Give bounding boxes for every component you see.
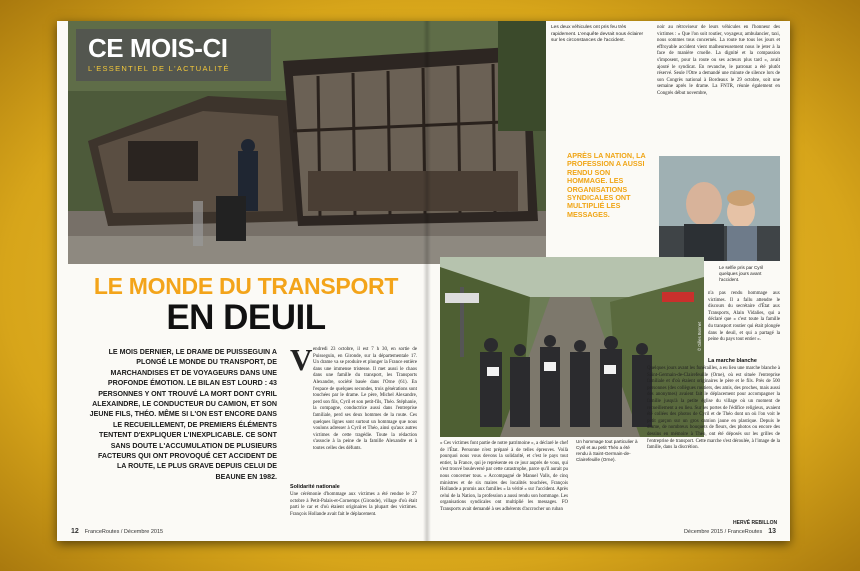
headline-line-1: LE MONDE DU TRANSPORT bbox=[93, 273, 399, 299]
pull-quote: APRÈS LA NATION, LA PROFESSION A AUSSI RENDU SON HOMMAGE. LES ORGANISATIONS SYNDICALES ONT MULTIPLIÉ LES MESSAGES. bbox=[567, 151, 646, 219]
article-column-1-intro: endredi 23 octobre, il est 7 h 30, en sortie de Puisseguin, en Gironde, sur la départementale 17. Un drame va se produire et plonger la France entière dans une immense tristesse. Il met aussi le chaos dans une famille du transport, les Transports Alexandre, société basée dans l'Orne (61). En l'espace de quelques secondes, trois générations sont touchées par le drame. Le père, Michel Alexandre, perd son fils, Cyril et son petit-fils, Théo. Stéphanie, la compagne, conductrice aussi dans l'entreprise familiale, perd ses deux hommes de la route. Ces quelques lignes sont surtout un hommage que nous voulons adresser à Cyril et Théo, ainsi qu'aux autres victimes de cette tragédie. Toute la rédaction s'associe à la peine de la famille Alexandre et à toutes celles des défunts. bbox=[313, 347, 417, 451]
section-banner-title: CE MOIS-CI bbox=[88, 33, 228, 63]
page-number-right: 13 bbox=[768, 528, 776, 535]
footer-right bbox=[684, 528, 776, 535]
page-number-left: 12 bbox=[71, 528, 79, 535]
subhead-marche-blanche: La marche blanche bbox=[708, 358, 757, 364]
subhead-solidarite: Solidarité nationale bbox=[290, 484, 340, 490]
magazine-spread bbox=[57, 21, 790, 541]
article-column-2: « Ces victimes font partie de notre patrimoine », a déclaré le chef de l'État. Personne n'est préparé à de telles épreuves. Voilà pourquoi nous vous devons la solidarité, et c'est le pays tout entier, la France, qui je représente en ce jour auprès de vous, qui s'est trouvé bouleversé par cette catastrophe, parce qu'il aurait pu nous concerner tous. » Accompagné de Manuel Valls, de cinq ministres et de six maires des localités touchées, François Hollande a promis aux familles « la vérité » sur l'accident. Après celui de la Nation, la profession a aussi rendu son hommage. Les organisations syndicales ont multiplié les messages. FO Transports avait demandé à ses adhérents d'accrocher un ruban bbox=[440, 441, 568, 512]
headline-line-2: EN DEUIL bbox=[166, 298, 326, 337]
portrait-caption: Le selfie pris par Cyril quelques jours avant l'accident. bbox=[719, 265, 764, 282]
article-column-3: noir au rétroviseur de leurs véhicules en l'honneur des victimes : « Que l'on soit routier, voyageur, ambulancier, taxi, nous sommes tous concernés. La route tue tous les jours et effroyable accident vient malheureusement nous le jeter à la face de manière cruelle. La dignité et la compassion s'imposent, pour la route ou ses acteurs plus tard », avait ajouté le syndicat. En revanche, le patronat a été plutôt réservé. Seule l'Otre a demandé une minute de silence lors de son Congrès national à Bordeaux le 29 octobre, soit une semaine après le drame. La FNTR, réunie également en Congrès début novembre, bbox=[657, 25, 780, 96]
article-column-4b: Quelques jours avant les funérailles, a eu lieu une marche blanche à Saint-Germain-de-Clairefeuille (Orne), où est située l'entreprise familiale et d'où étaient originaires le père et le fils. Près de 500 personnes (des collègues routiers, des amis, des proches, mais aussi des anonymes) avaient fait le déplacement pour accompagner la famille jusqu'à la petite église du village où un moment de recueillement a eu lieu. Sur les portes de l'édifice religieux, avaient été collées des photos de Cyril et de Théo dont un où l'on voit le petit garçon sur un gros camion jaune en plastique. Depuis le drame, de nombreux bouquets de fleurs, des photos ou encore des dessins en mémoire à Théo, ont été déposés sur les grilles de l'entreprise de transport. Cette marche s'est déroulée, à l'image de la famille, dans la discrétion. bbox=[647, 366, 780, 451]
footer-right-text: Décembre 2015 / FranceRoutes bbox=[683, 529, 763, 535]
footer-left bbox=[71, 528, 163, 535]
article-column-1b: Une cérémonie d'hommage aux victimes a été rendue le 27 octobre à Petit-Palais-et-Cornemps (Gironde), village d'où était parti le car et d'où étaient originaires la plupart des victimes. François Hollande avait fait le déplacement. bbox=[290, 492, 417, 517]
article-column-4: n'a pas rendu hommage aux victimes. Il a fallu attendre le discours du secrétaire d'État aux Transports, Alain Vidalies, qui a déclaré que « c'est toute la famille du transport routier qui était plongée dans le deuil, et qui a partagé la peine du pays tout entier ». bbox=[708, 291, 780, 343]
hero-caption: Les deux véhicules ont pris feu très rapidement. L'enquête devrait nous éclairer sur les circonstances de l'accident. bbox=[551, 25, 644, 44]
dropcap-spacer bbox=[290, 376, 310, 377]
portrait-photo bbox=[659, 156, 780, 261]
author-signature: HERVÉ REBILLON bbox=[733, 520, 778, 526]
white-march-caption: Un hommage tout particulier à Cyril et au petit Théo a été rendu à Saint-Germain-de-Clairefeuille (Orne). bbox=[576, 439, 638, 462]
article-lead: LE MOIS DERNIER, LE DRAME DE PUISSEGUIN A PLONGÉ LE MONDE DU TRANSPORT, DE MARCHANDISES ET DE VOYAGEURS DANS UNE PROFONDE ÉMOTION. LE BILAN EST LOURD : 43 PERSONNES Y ONT TROUVÉ LA MORT DONT CYRIL ALEXAINDRE, LE CONDUCTEUR DU CAMION, ET SON JEUNE FILS, THÉO. MÊME SI L'ON EST ENCORE DANS LE RECUEILLEMENT, DE PREMIERS ÉLÉMENTS TENTENT D'EXPLIQUER L'INEXPLICABLE. CE SONT SANS DOUTE L'ACCUMULATION DE PLUSIEURS FACTEURS QUI ONT PROVOQUÉ CET ACCIDENT DE LA ROUTE, LE PLUS GRAVE DEPUIS CELUI DE BEAUNE EN 1982. bbox=[89, 348, 277, 481]
footer-left-text: FranceRoutes / Décembre 2015 bbox=[84, 529, 164, 535]
portrait-illustration bbox=[659, 156, 780, 261]
page-gutter bbox=[423, 21, 431, 541]
section-banner-subtitle: L'ESSENTIEL DE L'ACTUALITÉ bbox=[88, 64, 230, 73]
section-banner bbox=[76, 29, 271, 81]
photo-credit: © Gilles Bonnet bbox=[697, 321, 702, 351]
hero-photo-burned-vehicles bbox=[68, 21, 546, 264]
drop-cap: V bbox=[290, 342, 313, 377]
